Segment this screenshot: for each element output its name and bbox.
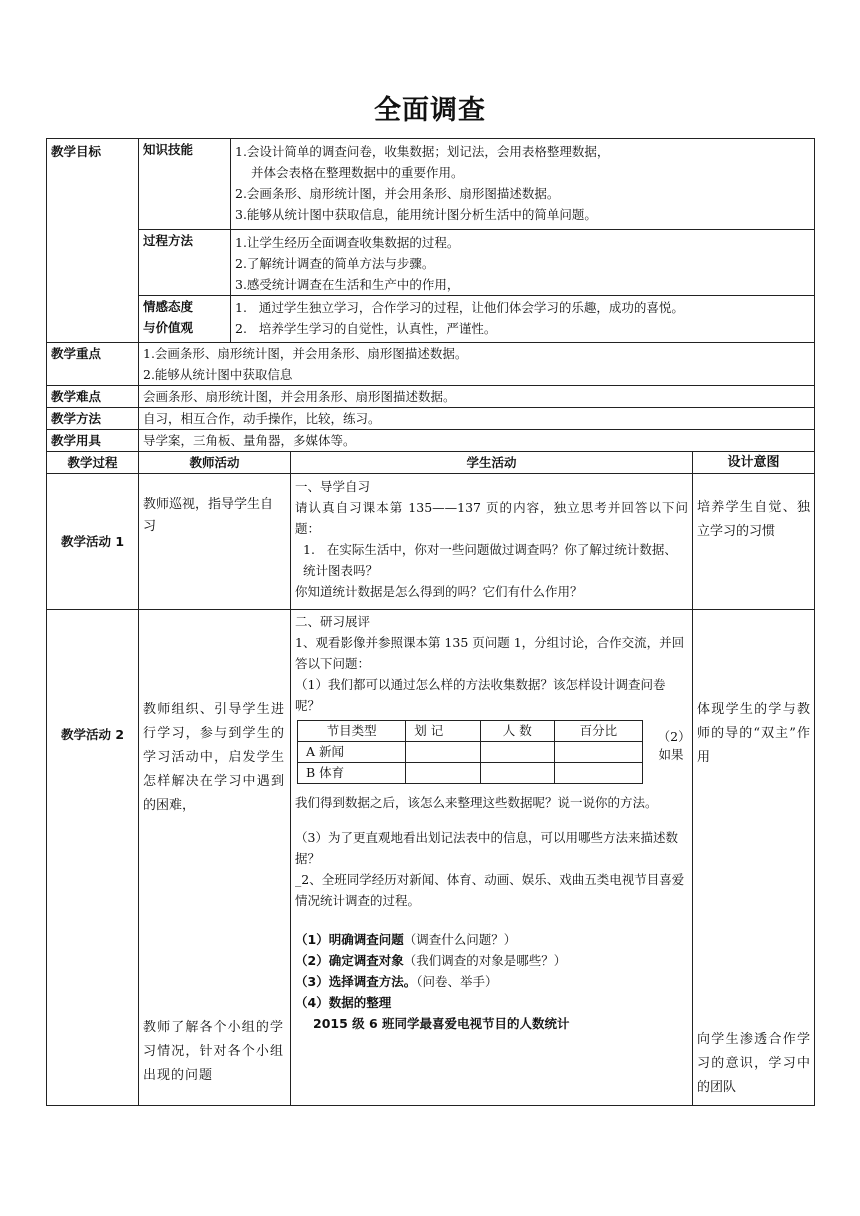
emotion-label [139,296,231,343]
page-title: 全面调查 [374,95,486,126]
survey-table-row [298,742,643,763]
emotion-label-line: 情感态度 [143,299,194,314]
step-rest: （问卷、举手） [416,974,498,989]
emotion-row [47,296,815,343]
lesson-plan-table [46,138,815,1106]
process-header-col4: 设计意图 [693,452,815,474]
process-header-row [47,452,815,474]
activity2-q2: 我们得到数据之后，该怎么来整理这些数据呢？说一说你的方法。 [295,795,658,810]
step-bold: （3）选择调查方法。 [295,974,417,989]
activity2-p1: 1、观看影像并参照课本第 135 页问题 1，分组讨论，合作交流，并回答以下问题： [295,635,685,671]
activity2-heading: 二、研习展评 [295,614,371,629]
tools-label: 教学用具 [47,430,139,452]
activity1-label: 教学活动 1 [47,474,139,610]
activity2-teacher-1: 教师组织、引导学生进行学习，参与到学生的学习活动中，启发学生怎样解决在学习中遇到的困难， [143,702,284,813]
methods-label: 教学方法 [47,408,139,430]
activity2-p2: _2、全班同学经历对新闻、体育、动画、娱乐、戏曲五类电视节目喜爱情况统计调查的过程。 [295,872,685,908]
activity1-student [291,474,693,610]
process-header-col3: 学生活动 [291,452,693,474]
survey-cell [406,742,480,763]
survey-table-header [298,721,643,742]
survey-table-wrap [295,716,688,784]
emotion-line: 2. 培养学生学习的自觉性，认真性，严谨性。 [235,321,497,336]
activity2-steps [295,929,688,1013]
activity2-intent-2: 向学生渗透合作学习的意识，学习中的团队 [697,1032,810,1095]
activity1-intent [693,474,815,610]
activity2-table-title: 2015 级 6 班同学最喜爱电视节目的人数统计 [313,1016,570,1031]
activity1-intro: 请认真自习课本第 135——137 页的内容，独立思考并回答以下问题： [295,500,688,536]
survey-table-row [298,763,643,784]
activity2-q3: （3）为了更直观地看出划记法表中的信息，可以用哪些方法来描述数据？ [295,830,678,866]
knowledge-line: 并体会表格在整理数据中的重要作用。 [251,165,464,180]
step-bold: （4）数据的整理 [295,995,392,1010]
objectives-row [47,139,815,230]
key-points-line: 1.会画条形、扇形统计图，并会用条形、扇形图描述数据。 [143,346,468,361]
survey-cell [480,763,554,784]
key-points-label: 教学重点 [47,343,139,386]
activity2-row [47,610,815,1106]
activity2-student [291,610,693,1106]
activity1-heading: 一、导学自习 [295,479,371,494]
survey-header-cell: 划 记 [406,721,480,742]
step-bold: （1）明确调查问题 [295,932,404,947]
survey-table [297,720,643,784]
emotion-label-line: 与价值观 [143,320,194,335]
objectives-label: 教学目标 [47,139,139,343]
step-rest: （调查什么问题？） [403,932,517,947]
activity2-teacher-2: 教师了解各个小组的学习情况，针对各个小组出现的问题 [143,1020,284,1083]
activity1-item: 1. 在实际生活中，你对一些问题做过调查吗？你了解过统计数据、统计图表吗？ [303,542,677,578]
process-header-col1: 教学过程 [47,452,139,474]
key-points-line: 2.能够从统计图中获取信息 [143,367,293,382]
process-row [47,230,815,296]
emotion-content [231,296,815,343]
activity1-intent-text: 培养学生自觉、独立学习的习惯 [697,500,810,539]
activity1-row [47,474,815,610]
knowledge-label: 知识技能 [139,139,231,230]
survey-cell [480,742,554,763]
knowledge-line: 1.会设计简单的调查问卷，收集数据；划记法，会用表格整理数据， [235,144,610,159]
process-label: 过程方法 [139,230,231,296]
survey-cell: A 新闻 [298,742,406,763]
process-content [231,230,815,296]
activity1-teacher [139,474,291,610]
knowledge-line: 3.能够从统计图中获取信息，能用统计图分析生活中的简单问题。 [235,207,597,222]
difficulty-label: 教学难点 [47,386,139,408]
survey-header-cell: 百分比 [554,721,642,742]
step-bold: （2）确定调查对象 [295,953,404,968]
survey-cell [554,742,642,763]
key-points-row [47,343,815,386]
activity2-step [295,950,688,971]
activity2-step [295,971,688,992]
process-line: 3.感受统计调查在生活和生产中的作用， [235,277,460,292]
activity2-intent [693,610,815,1106]
methods-row [47,408,815,430]
tools-content: 导学案，三角板、量角器，多媒体等。 [139,430,815,452]
process-line: 1.让学生经历全面调查收集数据的过程。 [235,235,460,250]
process-line: 2.了解统计调查的简单方法与步骤。 [235,256,435,271]
difficulty-content: 会画条形、扇形统计图，并会用条形、扇形图描述数据。 [139,386,815,408]
knowledge-line: 2.会画条形、扇形统计图，并会用条形、扇形图描述数据。 [235,186,560,201]
knowledge-content [231,139,815,230]
step-rest: （我们调查的对象是哪些？） [403,953,567,968]
survey-cell [406,763,480,784]
activity2-intent-1: 体现学生的学与教师的导的“双主”作用 [697,702,810,765]
methods-content: 自习，相互合作，动手操作，比较，练习。 [139,408,815,430]
activity1-last: 你知道统计数据是怎么得到的吗？它们有什么作用？ [295,584,583,599]
emotion-line: 1. 通过学生独立学习，合作学习的过程，让他们体会学习的乐趣，成功的喜悦。 [235,300,684,315]
activity2-teacher [139,610,291,1106]
activity2-step [295,929,688,950]
activity2-label: 教学活动 2 [47,610,139,1106]
survey-cell: B 体育 [298,763,406,784]
survey-header-cell: 人 数 [480,721,554,742]
key-points-content [139,343,815,386]
activity2-q1: （1）我们都可以通过怎么样的方法收集数据？该怎样设计调查问卷呢？ [295,677,666,713]
activity1-teacher-text: 教师巡视，指导学生自习 [143,497,274,534]
survey-header-cell: 节目类型 [298,721,406,742]
activity2-side-q2: （2）如果 [657,729,685,762]
process-header-col2: 教师活动 [139,452,291,474]
activity2-step [295,992,688,1013]
tools-row [47,430,815,452]
survey-cell [554,763,642,784]
difficulty-row [47,386,815,408]
